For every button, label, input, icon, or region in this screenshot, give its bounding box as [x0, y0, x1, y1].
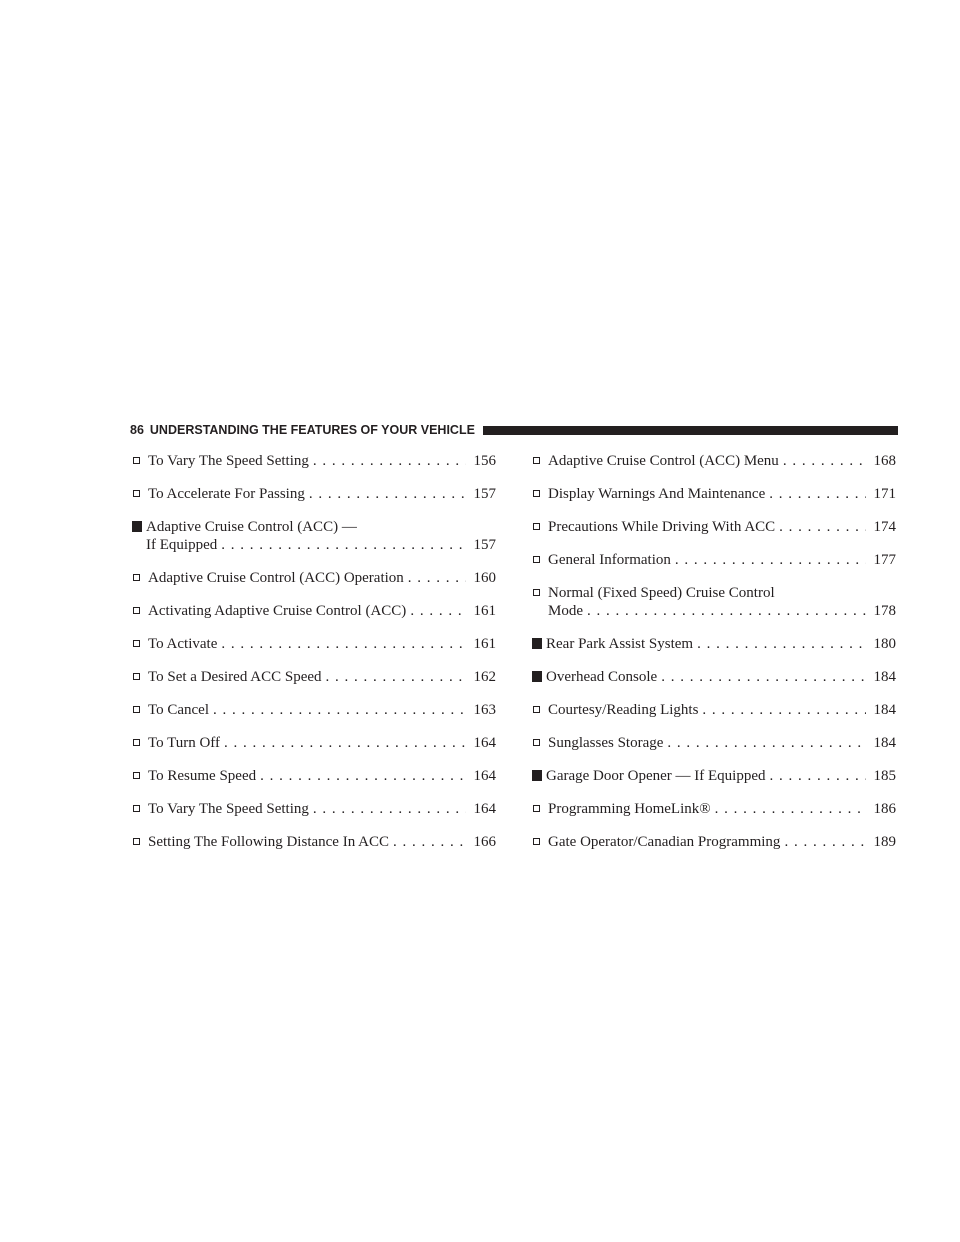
dot-leader [675, 551, 866, 569]
toc-entry-page-number: 163 [473, 702, 496, 718]
dot-leader [770, 767, 867, 785]
toc-entry-title-line1: Normal (Fixed Speed) Cruise Control [548, 585, 775, 601]
toc-entry[interactable] [532, 518, 896, 536]
toc-entry-title: To Activate [148, 636, 218, 652]
toc-entry-title: Display Warnings And Maintenance [548, 486, 766, 502]
hollow-square-bullet-icon [133, 706, 140, 713]
page-number: 86 [130, 423, 144, 437]
toc-entry-title: To Resume Speed [148, 768, 257, 784]
toc-entry-title: To Set a Desired ACC Speed [148, 669, 322, 685]
toc-entry-title: To Vary The Speed Setting [148, 453, 309, 469]
toc-entry[interactable] [132, 800, 496, 818]
filled-square-bullet-icon [532, 770, 542, 781]
hollow-square-bullet-icon [133, 673, 140, 680]
dot-leader [769, 485, 866, 503]
hollow-square-bullet-icon [533, 556, 540, 563]
dot-leader [784, 833, 866, 851]
running-header [130, 422, 898, 438]
toc-entry-page-number: 185 [873, 768, 896, 784]
toc-entry[interactable] [132, 602, 496, 620]
dot-leader [697, 635, 866, 653]
hollow-square-bullet-icon [133, 457, 140, 464]
dot-leader [326, 668, 466, 686]
hollow-square-bullet-icon [533, 589, 540, 596]
toc-entry-page-number: 164 [473, 801, 496, 817]
hollow-square-bullet-icon [533, 706, 540, 713]
toc-entry[interactable] [532, 833, 896, 851]
toc-entry-page-number: 166 [473, 834, 496, 850]
dot-leader [408, 569, 466, 587]
dot-leader [587, 602, 866, 620]
dot-leader [260, 767, 466, 785]
toc-entry-title: Overhead Console [546, 669, 658, 685]
header-rule [483, 426, 898, 435]
toc-entry-title: Gate Operator/Canadian Programming [548, 834, 781, 850]
toc-entry-page-number: 184 [873, 735, 896, 751]
toc-entry[interactable] [532, 452, 896, 470]
toc-entry[interactable] [532, 635, 896, 653]
toc-entry-page-number: 161 [473, 636, 496, 652]
filled-square-bullet-icon [532, 638, 542, 649]
toc-entry-page-number: 160 [473, 570, 496, 586]
toc-entry-title: To Accelerate For Passing [148, 486, 305, 502]
toc-entry[interactable] [132, 734, 496, 752]
hollow-square-bullet-icon [533, 457, 540, 464]
chapter-title: UNDERSTANDING THE FEATURES OF YOUR VEHICLE [149, 423, 475, 437]
toc-entry-title: Adaptive Cruise Control (ACC) Operation [148, 570, 404, 586]
toc-entry-page-number: 168 [873, 453, 896, 469]
filled-square-bullet-icon [532, 671, 542, 682]
hollow-square-bullet-icon [133, 772, 140, 779]
toc-entry[interactable] [532, 551, 896, 569]
toc-entry[interactable] [132, 452, 496, 470]
toc-entry-page-number: 180 [873, 636, 896, 652]
toc-entry[interactable] [132, 485, 496, 503]
toc-entry-page-number: 157 [473, 486, 496, 502]
toc-entry-page-number: 189 [873, 834, 896, 850]
toc-entry-page-number: 157 [473, 537, 496, 553]
filled-square-bullet-icon [132, 521, 142, 532]
hollow-square-bullet-icon [533, 739, 540, 746]
toc-entry[interactable] [132, 569, 496, 587]
toc-entry[interactable] [132, 833, 496, 851]
hollow-square-bullet-icon [533, 490, 540, 497]
dot-leader [313, 800, 466, 818]
dot-leader [224, 734, 466, 752]
toc-entry-title: To Turn Off [148, 735, 221, 751]
hollow-square-bullet-icon [133, 607, 140, 614]
dot-leader [393, 833, 466, 851]
toc-entry[interactable] [532, 668, 896, 686]
toc-entry-page-number: 164 [473, 735, 496, 751]
toc-entry[interactable] [532, 485, 896, 503]
toc-entry-title: Adaptive Cruise Control (ACC) Menu [548, 453, 779, 469]
toc-entry-title-line1: Adaptive Cruise Control (ACC) — [146, 519, 357, 535]
hollow-square-bullet-icon [533, 805, 540, 812]
toc-entry-title: Rear Park Assist System [546, 636, 694, 652]
dot-leader [779, 518, 866, 536]
dot-leader [221, 536, 466, 554]
toc-entry[interactable] [132, 668, 496, 686]
toc-entry-page-number: 178 [873, 603, 896, 619]
toc-right-column [532, 452, 896, 866]
dot-leader [661, 668, 866, 686]
dot-leader [783, 452, 866, 470]
dot-leader [309, 485, 466, 503]
dot-leader [221, 635, 466, 653]
hollow-square-bullet-icon [133, 805, 140, 812]
toc-entry-title: To Vary The Speed Setting [148, 801, 309, 817]
dot-leader [213, 701, 466, 719]
toc-entry-title: General Information [548, 552, 671, 568]
toc-entry-title: If Equipped [146, 537, 218, 553]
toc-entry-title: Courtesy/Reading Lights [548, 702, 699, 718]
toc-entry[interactable] [532, 584, 896, 620]
toc-entry-page-number: 184 [873, 702, 896, 718]
toc-entry-page-number: 171 [873, 486, 896, 502]
toc-entry-page-number: 186 [873, 801, 896, 817]
hollow-square-bullet-icon [133, 490, 140, 497]
hollow-square-bullet-icon [133, 574, 140, 581]
toc-entry-title: To Cancel [148, 702, 210, 718]
hollow-square-bullet-icon [133, 838, 140, 845]
toc-entry[interactable] [132, 635, 496, 653]
toc-entry[interactable] [132, 701, 496, 719]
toc-entry-page-number: 174 [873, 519, 896, 535]
toc-entry-title: Setting The Following Distance In ACC [148, 834, 389, 850]
toc-entry-title: Mode [548, 603, 583, 619]
hollow-square-bullet-icon [133, 640, 140, 647]
toc-entry-page-number: 162 [473, 669, 496, 685]
toc-entry-title: Garage Door Opener — If Equipped [546, 768, 766, 784]
toc-entry-title: Sunglasses Storage [548, 735, 664, 751]
toc-entry-page-number: 184 [873, 669, 896, 685]
toc-entry[interactable] [132, 767, 496, 785]
toc-entry[interactable] [532, 800, 896, 818]
hollow-square-bullet-icon [133, 739, 140, 746]
toc-entry-page-number: 164 [473, 768, 496, 784]
dot-leader [313, 452, 466, 470]
dot-leader [702, 701, 866, 719]
dot-leader [667, 734, 866, 752]
hollow-square-bullet-icon [533, 523, 540, 530]
hollow-square-bullet-icon [533, 838, 540, 845]
toc-entry-page-number: 177 [873, 552, 896, 568]
toc-entry-title: Programming HomeLink® [548, 801, 711, 817]
dot-leader [410, 602, 466, 620]
toc-entry-page-number: 156 [473, 453, 496, 469]
toc-entry[interactable] [532, 767, 896, 785]
toc-entry[interactable] [132, 518, 496, 554]
toc-left-column [132, 452, 496, 866]
toc-entry-title: Precautions While Driving With ACC [548, 519, 776, 535]
dot-leader [715, 800, 866, 818]
toc-entry-page-number: 161 [473, 603, 496, 619]
toc-entry[interactable] [532, 701, 896, 719]
toc-entry-title: Activating Adaptive Cruise Control (ACC) [148, 603, 407, 619]
toc-entry[interactable] [532, 734, 896, 752]
